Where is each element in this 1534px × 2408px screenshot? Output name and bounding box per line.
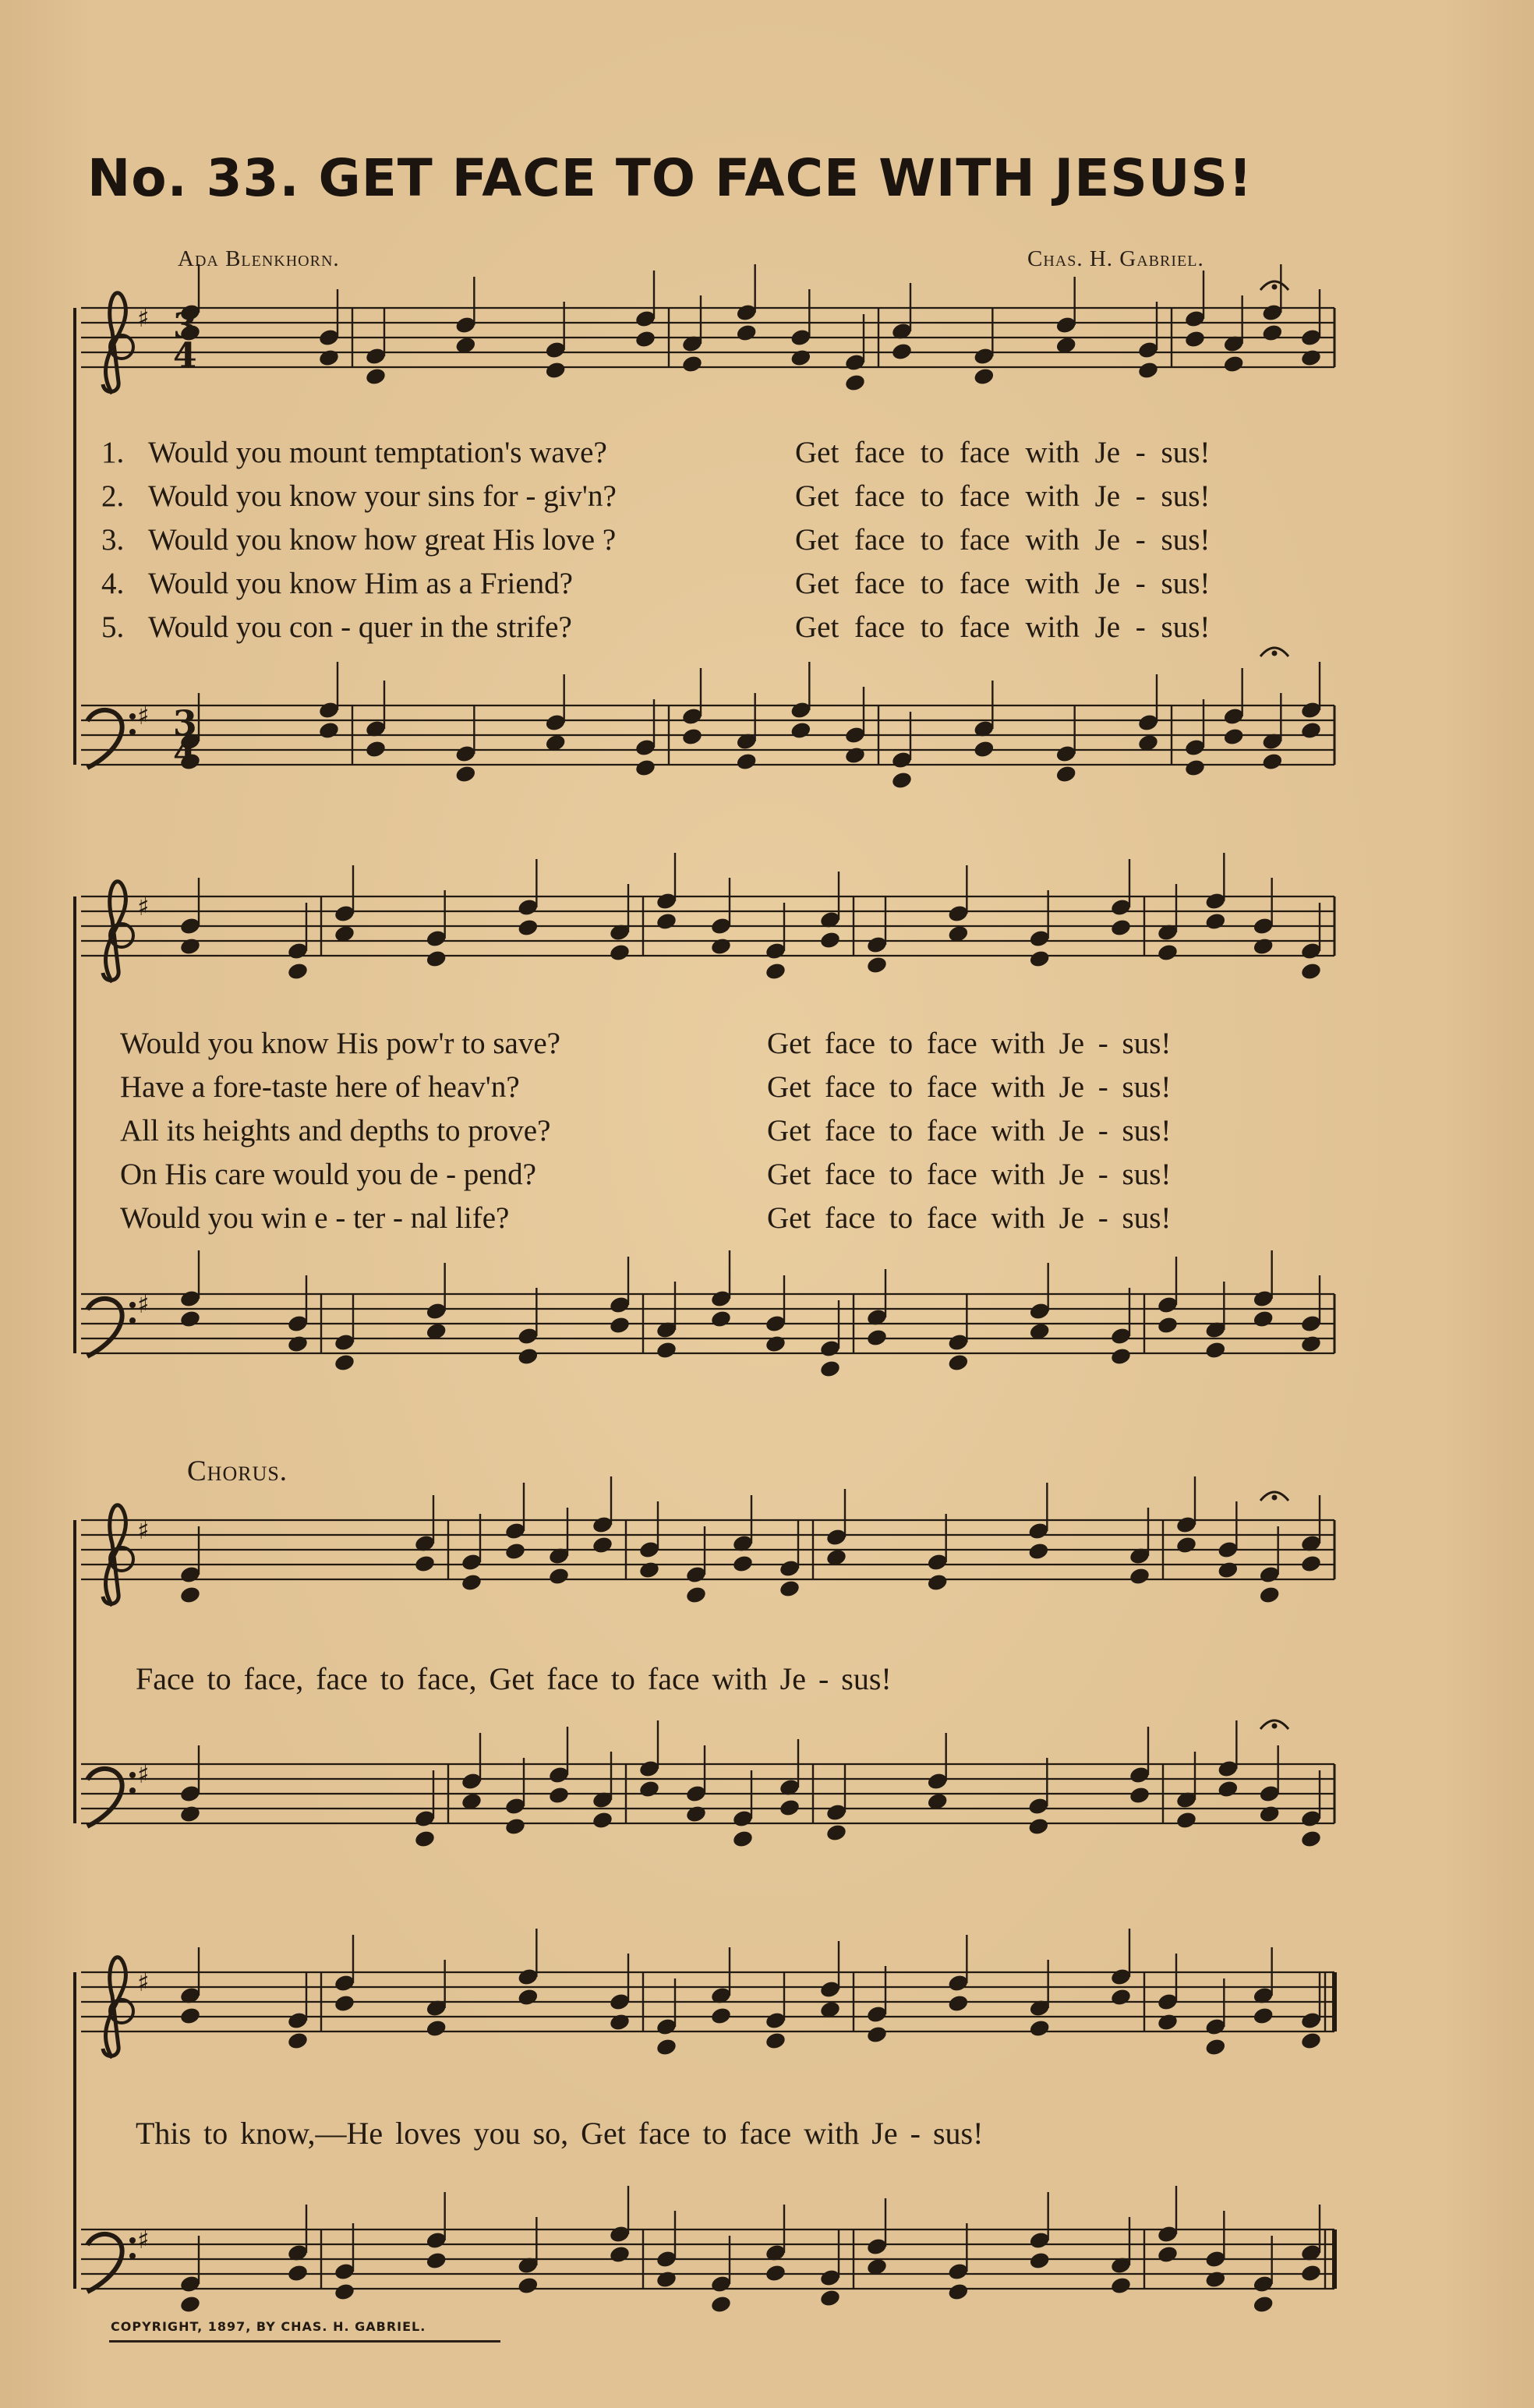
note-head (1217, 1779, 1239, 1798)
fermata-dot (1272, 1495, 1278, 1501)
composer-credit: Chas. H. Gabriel. (1027, 246, 1204, 271)
bass-clef-icon (87, 2234, 122, 2292)
sharp-icon: ♯ (137, 1759, 150, 1789)
verse-continuation-line-3 (101, 1113, 1310, 1152)
note-head (425, 2018, 447, 2038)
note-head (592, 1810, 614, 1830)
note-head (1258, 1585, 1281, 1604)
note-head (1157, 1315, 1179, 1335)
note-head (779, 1579, 801, 1598)
note-head (1300, 2031, 1323, 2050)
note-head (1204, 1340, 1227, 1360)
bass-clef-dot (129, 729, 136, 735)
note-head (425, 2251, 447, 2270)
sharp-icon: ♯ (137, 1289, 150, 1319)
verse-refrain: Get face to face with Je - sus! (795, 436, 1211, 469)
note-head (926, 1572, 949, 1592)
note-head (609, 2012, 631, 2031)
verse-text: On His care would you de - pend? (120, 1158, 536, 1191)
note-head (656, 1340, 678, 1360)
fermata-dot (1272, 651, 1278, 656)
note-head (318, 720, 341, 740)
note-head (287, 961, 309, 981)
note-head (1300, 1334, 1323, 1353)
note-head (656, 2269, 678, 2289)
author-credit: Ada Blenkhorn. (178, 246, 340, 271)
note-head (517, 1987, 539, 2007)
note-head (1110, 1346, 1133, 1366)
note-head (866, 955, 889, 974)
chorus-lyric-line-1: Face to face, face to face, Get face to face with Je - sus! (136, 1661, 892, 1696)
note-head (656, 2037, 678, 2056)
sharp-icon: ♯ (137, 701, 150, 730)
bass-clef-dot (129, 2237, 136, 2244)
note-head (287, 2263, 309, 2282)
bass-clef-dot (129, 1772, 136, 1778)
note-head (732, 1829, 755, 1848)
verse-continuation-line-5 (101, 1200, 1310, 1239)
note-head (790, 720, 812, 740)
note-head (844, 745, 867, 765)
sharp-icon: ♯ (137, 1515, 150, 1545)
note-head (681, 354, 704, 373)
note-head (1110, 1987, 1133, 2007)
note-head (735, 751, 758, 771)
note-head (1204, 2269, 1227, 2289)
note-head (1028, 2018, 1051, 2038)
note-head (1258, 1804, 1281, 1823)
verse-refrain: Get face to face with Je - sus! (767, 1027, 1172, 1060)
verse-text: Have a fore-taste here of heav'n? (120, 1070, 520, 1104)
note-head (1137, 360, 1160, 380)
note-head (819, 930, 842, 949)
note-head (765, 2031, 787, 2050)
note-head (735, 323, 758, 342)
bass-clef-dot (129, 1317, 136, 1324)
note-head (1129, 1785, 1151, 1805)
note-head (517, 2275, 539, 2295)
fermata-dot (1272, 285, 1278, 290)
note-head (1261, 323, 1284, 342)
note-head (1028, 949, 1051, 968)
note-head (947, 1993, 970, 2013)
verse-refrain: Get face to face with Je - sus! (795, 567, 1211, 600)
note-head (365, 739, 387, 758)
sharp-icon: ♯ (137, 1968, 150, 1997)
verse-text: All its heights and depths to prove? (120, 1114, 551, 1147)
sharp-icon: ♯ (137, 892, 150, 921)
note-head (825, 1823, 848, 1842)
note-head (504, 1816, 527, 1836)
note-head (819, 2288, 842, 2307)
bass-clef-dot (129, 713, 136, 720)
note-head (1300, 1829, 1323, 1848)
verse-refrain: Get face to face with Je - sus! (795, 523, 1211, 557)
fermata-dot (1272, 1724, 1278, 1729)
verse-text: Would you know His pow'r to save? (120, 1027, 560, 1060)
verse-line-4 (101, 566, 1310, 605)
note-head (866, 2024, 889, 2044)
verse-number: 5. (101, 610, 125, 644)
note-head (685, 1804, 708, 1823)
note-head (819, 1359, 842, 1378)
note-head (891, 341, 914, 361)
note-head (179, 2006, 202, 2025)
sharp-icon: ♯ (137, 2225, 150, 2254)
note-head (318, 348, 341, 367)
verse-line-2 (101, 479, 1310, 518)
verse-refrain: Get face to face with Je - sus! (767, 1201, 1172, 1235)
note-head (425, 949, 447, 968)
verse-line-3 (101, 522, 1310, 561)
note-head (1175, 1810, 1198, 1830)
note-head (638, 1779, 661, 1798)
note-head (681, 727, 704, 746)
note-head (548, 1785, 571, 1805)
note-head (710, 2006, 733, 2025)
note-head (656, 911, 678, 931)
note-head (1110, 918, 1133, 937)
note-head (609, 2244, 631, 2264)
verse-text: Would you mount temptation's wave? (148, 436, 607, 469)
note-head (454, 764, 477, 783)
bass-clef-icon (87, 710, 122, 768)
note-head (592, 1535, 614, 1554)
note-head (334, 1993, 356, 2013)
note-head (1028, 2251, 1051, 2270)
note-head (609, 942, 631, 962)
note-head (710, 1309, 733, 1328)
verse-line-1 (101, 435, 1310, 474)
verse-text: Would you win e - ter - nal life? (120, 1201, 510, 1235)
note-head (732, 1554, 755, 1573)
note-head (179, 1804, 202, 1823)
note-head (765, 2263, 787, 2282)
note-head (1300, 1554, 1323, 1573)
note-head (844, 373, 867, 392)
verse-text: Would you con - quer in the strife? (148, 610, 572, 644)
note-head (710, 936, 733, 956)
copyright-underline (109, 2340, 500, 2343)
verse-continuation-line-4 (101, 1157, 1310, 1196)
verse-refrain: Get face to face with Je - sus! (767, 1158, 1172, 1191)
note-head (1129, 1566, 1151, 1586)
note-head (1300, 720, 1323, 740)
note-head (1157, 2244, 1179, 2264)
note-head (609, 1315, 631, 1335)
note-head (1252, 1309, 1274, 1328)
note-head (1110, 2275, 1133, 2295)
note-head (1204, 2037, 1227, 2056)
note-head (973, 366, 995, 386)
note-head (1300, 348, 1323, 367)
note-head (634, 758, 657, 777)
verse-continuation-line-2 (101, 1070, 1310, 1109)
note-head (544, 360, 567, 380)
note-head (517, 1346, 539, 1366)
verse-refrain: Get face to face with Je - sus! (767, 1114, 1172, 1147)
verse-text: Would you know your sins for - giv'n? (148, 479, 617, 513)
note-head (1055, 764, 1077, 783)
note-head (1300, 2263, 1323, 2282)
note-head (1252, 936, 1274, 956)
verse-refrain: Get face to face with Je - sus! (767, 1070, 1172, 1104)
note-head (1300, 961, 1323, 981)
note-head (1027, 1816, 1050, 1836)
note-head (947, 1353, 970, 1372)
copyright-notice: COPYRIGHT, 1897, BY CHAS. H. GABRIEL. (111, 2319, 426, 2334)
note-head (1222, 727, 1245, 746)
note-head (1222, 354, 1245, 373)
note-head (179, 1585, 202, 1604)
sharp-icon: ♯ (137, 303, 150, 333)
note-head (1157, 942, 1179, 962)
note-head (365, 366, 387, 386)
chorus-lyric-line-2: This to know,—He loves you so, Get face to face with Je - sus! (136, 2116, 984, 2151)
bass-clef-dot (129, 1302, 136, 1308)
chorus-label: Chorus. (187, 1455, 288, 1487)
note-head (1204, 911, 1227, 931)
bass-clef-icon (87, 1769, 122, 1826)
verse-refrain: Get face to face with Je - sus! (795, 610, 1211, 644)
note-head (179, 2294, 202, 2314)
note-head (504, 1541, 527, 1561)
note-head (947, 2282, 970, 2301)
note-head (179, 936, 202, 956)
verse-number: 2. (101, 479, 125, 513)
verse-text: Would you know how great His love ? (148, 523, 617, 557)
note-head (1217, 1560, 1239, 1579)
note-head (287, 1334, 309, 1353)
note-head (414, 1554, 437, 1573)
note-head (1261, 751, 1284, 771)
verse-line-5 (101, 610, 1310, 649)
verse-refrain: Get face to face with Je - sus! (795, 479, 1211, 513)
note-head (710, 2294, 733, 2314)
verse-number: 3. (101, 523, 125, 557)
note-head (765, 1334, 787, 1353)
note-head (517, 918, 539, 937)
time-signature-top: 3 (173, 704, 197, 744)
note-head (1184, 758, 1207, 777)
note-head (638, 1560, 661, 1579)
note-head (779, 1798, 801, 1817)
note-head (414, 1829, 437, 1848)
note-head (179, 1309, 202, 1328)
time-signature-bottom: 4 (173, 336, 197, 376)
hymn-title: No. 33. GET FACE TO FACE WITH JESUS! (87, 148, 1253, 208)
note-head (1157, 2012, 1179, 2031)
bass-clef-dot (129, 1787, 136, 1794)
time-signature-top: 3 (173, 306, 197, 346)
note-head (765, 961, 787, 981)
time-signature-bottom: 4 (173, 734, 197, 773)
bass-clef-dot (129, 2253, 136, 2259)
note-head (973, 739, 995, 758)
note-head (1027, 1541, 1050, 1561)
bass-clef-icon (87, 1299, 122, 1356)
note-head (1252, 2006, 1274, 2025)
note-head (1175, 1535, 1198, 1554)
note-head (866, 1328, 889, 1347)
verse-text: Would you know Him as a Friend? (148, 567, 573, 600)
verse-continuation-line-1 (101, 1026, 1310, 1065)
note-head (790, 348, 812, 367)
note-head (461, 1572, 483, 1592)
note-head (1252, 2294, 1274, 2314)
note-head (334, 2282, 356, 2301)
note-head (634, 329, 657, 348)
note-head (287, 2031, 309, 2050)
note-head (891, 770, 914, 790)
note-head (1184, 329, 1207, 348)
note-head (685, 1585, 708, 1604)
verse-number: 1. (101, 436, 125, 469)
verse-number: 4. (101, 567, 125, 600)
note-head (334, 1353, 356, 1372)
note-head (548, 1566, 571, 1586)
